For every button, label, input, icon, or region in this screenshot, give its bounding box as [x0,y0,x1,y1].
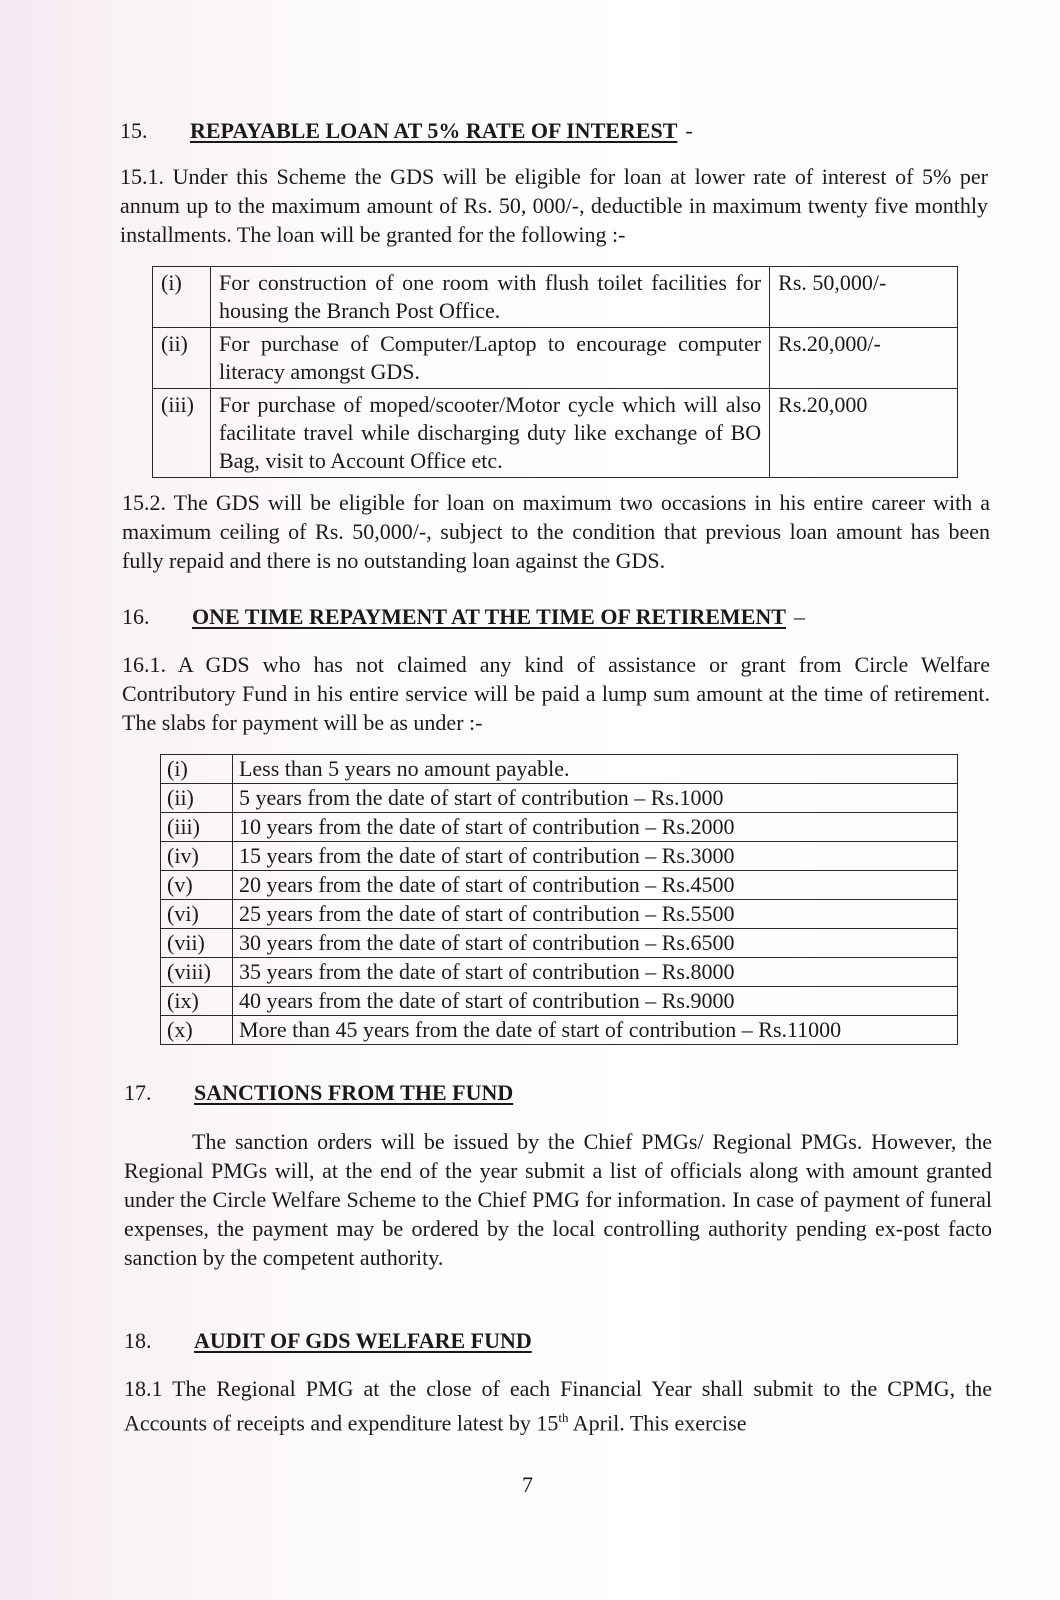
table-row [161,900,958,929]
section-title: SANCTIONS FROM THE FUND [194,1080,514,1105]
section-number: 15. [120,118,148,143]
table-row [161,755,958,784]
superscript: th [558,1410,569,1425]
row-number: (ii) [161,784,233,813]
section-18-heading [124,1328,532,1354]
table-row [153,389,958,478]
paragraph-15-1: 15.1. Under this Scheme the GDS will be eligible for loan at lower rate of interest of 5% per annum up to the maximum amount of Rs. 50, 000/-, deductible in maximum twenty five monthly installments. The loan will be granted for the following :- [120,164,988,247]
row-description: For construction of one room with flush toilet facilities for housing the Branch Post Office. [210,267,769,328]
heading-dash: – [793,604,805,629]
row-number: (iii) [161,813,233,842]
paragraph-16-1: 16.1. A GDS who has not claimed any kind of assistance or grant from Circle Welfare Contributory Fund in his entire service will be paid a lump sum amount at the time of retirement. The slabs for payment will be as under :- [122,652,990,735]
page-number: 7 [522,1472,533,1497]
section-number: 16. [122,604,150,629]
table-row [153,267,958,328]
section-number: 18. [124,1328,152,1353]
table-row [161,813,958,842]
row-description: For purchase of moped/scooter/Motor cycle which will also facilitate travel while discharging duty like exchange of BO Bag, visit to Account Office etc. [210,389,769,478]
table-row [161,929,958,958]
row-text: 20 years from the date of start of contribution – Rs.4500 [232,871,957,900]
paragraph-text: 18.1 The Regional PMG at the close of each Financial Year shall submit to the CPMG, the Accounts of receipts and expenditure latest by 15 [124,1376,992,1436]
row-number: (ii) [153,328,211,389]
table-row [161,784,958,813]
row-number: (iii) [153,389,211,478]
row-text: 5 years from the date of start of contribution – Rs.1000 [232,784,957,813]
row-text: More than 45 years from the date of start of contribution – Rs.11000 [232,1016,957,1045]
heading-dash: - [685,118,693,143]
row-amount: Rs.20,000/- [770,328,958,389]
section-title: ONE TIME REPAYMENT AT THE TIME OF RETIREMENT [192,604,786,629]
row-text: 10 years from the date of start of contribution – Rs.2000 [232,813,957,842]
row-number: (i) [161,755,233,784]
row-number: (vii) [161,929,233,958]
section-15-heading [120,118,693,144]
paragraph-text-end: April. This exercise [568,1410,747,1436]
paragraph-18-1 [124,1374,992,1437]
row-text: 35 years from the date of start of contribution – Rs.8000 [232,958,957,987]
row-number: (x) [161,1016,233,1045]
row-description: For purchase of Computer/Laptop to encourage computer literacy amongst GDS. [210,328,769,389]
row-text: 25 years from the date of start of contribution – Rs.5500 [232,900,957,929]
section-17-heading [124,1080,513,1106]
table-row [161,987,958,1016]
row-number: (vi) [161,900,233,929]
row-number: (viii) [161,958,233,987]
row-number: (iv) [161,842,233,871]
table-row [161,842,958,871]
paragraph-15-2: 15.2. The GDS will be eligible for loan on maximum two occasions in his entire career with a maximum ceiling of Rs. 50,000/-, subject to the condition that previous loan amount has been fully repaid and there is no outstanding loan against the GDS. [122,490,990,573]
row-text: Less than 5 years no amount payable. [232,755,957,784]
table-row [161,871,958,900]
row-number: (i) [153,267,211,328]
section-16-heading [122,604,805,630]
table-row [161,1016,958,1045]
row-text: 40 years from the date of start of contribution – Rs.9000 [232,987,957,1016]
section-number: 17. [124,1080,152,1105]
row-number: (ix) [161,987,233,1016]
loan-table [152,266,958,478]
section-title: AUDIT OF GDS WELFARE FUND [194,1328,532,1353]
row-text: 30 years from the date of start of contribution – Rs.6500 [232,929,957,958]
table-row [161,958,958,987]
row-amount: Rs. 50,000/- [770,267,958,328]
section-title: REPAYABLE LOAN AT 5% RATE OF INTEREST [190,118,678,143]
row-text: 15 years from the date of start of contribution – Rs.3000 [232,842,957,871]
row-amount: Rs.20,000 [770,389,958,478]
row-number: (v) [161,871,233,900]
retirement-slab-table [160,754,958,1045]
table-row [153,328,958,389]
paragraph-17: The sanction orders will be issued by the Chief PMGs/ Regional PMGs. However, the Regional PMGs will, at the end of the year submit a list of officials along with amount granted under the Circle Welfare Scheme to the Chief PMG for information. In case of payment of funeral expenses, the payment may be ordered by the local controlling authority pending ex-post facto sanction by the competent authority. [124,1129,992,1270]
